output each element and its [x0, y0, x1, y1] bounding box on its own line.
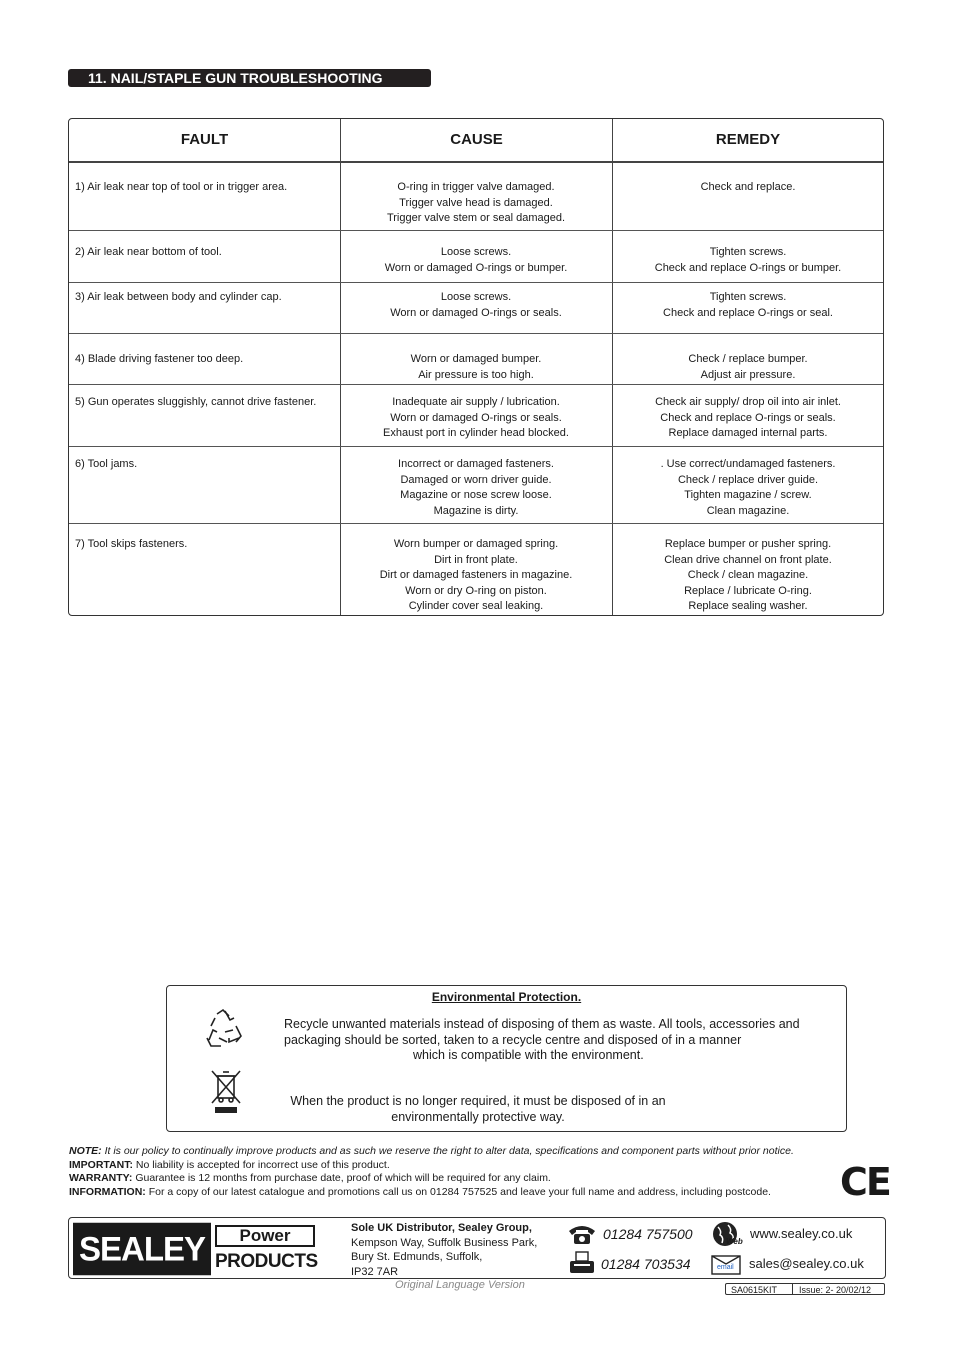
cause-line: Worn or damaged O-rings or bumper. [384, 261, 568, 274]
remedy-line: Check and replace O-rings or seal. [663, 306, 833, 319]
weee-bin-icon [209, 1068, 243, 1116]
cause-line: Inadequate air supply / lubrication. [392, 396, 560, 408]
remedy-cell [613, 395, 883, 442]
recycle-text: Recycle unwanted materials instead of disposing of them as waste. All tools, accessories and packaging should be sorted, taken to a recycle centre and disposed of in a manner which is compatible with the environment. [284, 1017, 800, 1062]
cause-line: Incorrect or damaged fasteners. [398, 458, 554, 470]
remedy-line: Check and replace. [700, 181, 796, 193]
header-fault: FAULT [180, 131, 229, 148]
cause-cell [341, 537, 611, 615]
issue-divider [792, 1284, 793, 1294]
fault-cell: 5) Gun operates sluggishly, cannot drive fastener. [75, 396, 317, 408]
cause-line: Worn or damaged O-rings or seals. [390, 411, 562, 424]
important-label: IMPORTANT: [69, 1158, 133, 1171]
power-logo: Power [215, 1225, 315, 1247]
header-remedy: REMEDY [715, 131, 781, 148]
recycle-icon [203, 1008, 243, 1050]
telephone-icon [567, 1223, 597, 1245]
environmental-protection-box [166, 985, 847, 1132]
email-icon-label: email [717, 1264, 734, 1271]
remedy-line: Tighten magazine / screw. [684, 489, 812, 501]
cause-line: Cylinder cover seal leaking. [408, 600, 544, 612]
remedy-cell [613, 537, 883, 615]
issue-date: Issue: 2- 20/02/12 [799, 1285, 872, 1295]
note-text: It is our policy to continually improve products and as such we reserve the right to alter data, specifications and component parts without prior notice. [104, 1145, 794, 1157]
footer-box [68, 1217, 886, 1279]
cause-line: Exhaust port in cylinder head blocked. [383, 427, 569, 439]
fault-cell: 1) Air leak near top of tool or in trigger area. [75, 181, 288, 193]
remedy-line: Tighten screws. [709, 291, 787, 303]
section-title: 11. NAIL/STAPLE GUN TROUBLESHOOTING [68, 69, 431, 87]
ce-mark: CE [840, 1160, 890, 1204]
cause-cell [341, 395, 611, 442]
information-label: INFORMATION: [69, 1185, 146, 1198]
sealey-logo: SEALEY [73, 1223, 211, 1276]
important-text: No liability is accepted for incorrect use of this product. [135, 1158, 390, 1171]
table-row [69, 231, 883, 283]
table-row [69, 385, 883, 447]
remedy-cell [613, 457, 883, 519]
cause-line: Worn or dry O-ring on piston. [405, 584, 547, 597]
web-icon-label: Web [726, 1237, 743, 1246]
cause-line: Worn or damaged O-rings or seals. [390, 306, 562, 319]
distributor-address: Sole UK Distributor, Sealey Group, Kempson Way, Suffolk Business Park, Bury St. Edmunds, Suffolk, IP32 7AR [351, 1222, 538, 1278]
cause-line: Dirt in front plate. [434, 553, 518, 566]
cause-line: Loose screws. [440, 246, 512, 258]
troubleshooting-table [68, 118, 884, 616]
cause-cell [341, 290, 611, 321]
cause-line: Loose screws. [440, 291, 512, 303]
remedy-line: Check air supply/ drop oil into air inlet. [655, 396, 841, 408]
cause-line: Trigger valve head is damaged. [399, 196, 553, 209]
cause-line: Worn or damaged bumper. [410, 353, 542, 365]
products-logo: PRODUCTS [215, 1251, 318, 1272]
fault-cell: 3) Air leak between body and cylinder cap. [75, 291, 282, 303]
cause-line: Trigger valve stem or seal damaged. [386, 212, 566, 224]
legal-notes [69, 1145, 794, 1199]
table-row [69, 447, 883, 524]
cause-line: Magazine is dirty. [433, 504, 519, 517]
remedy-line: Check and replace O-rings or seals. [660, 411, 836, 424]
remedy-line: Clean drive channel on front plate. [664, 553, 832, 566]
remedy-line: Check / replace bumper. [688, 353, 808, 365]
table-row [69, 283, 883, 334]
remedy-line: Check and replace O-rings or bumper. [654, 261, 842, 274]
note-label: NOTE: [69, 1145, 102, 1157]
model-number: SA0615KIT [731, 1285, 778, 1295]
remedy-line: Tighten screws. [709, 246, 787, 258]
information-text: For a copy of our latest catalogue and promotions call us on 01284 757525 and leave your full name and address, including postcode. [148, 1185, 771, 1198]
fax-icon [568, 1251, 596, 1275]
disposal-text: When the product is no longer required, it must be disposed of in an environmentally protective way. [290, 1094, 666, 1124]
website-link[interactable]: www.sealey.co.uk [750, 1226, 853, 1241]
cause-line: Worn bumper or damaged spring. [393, 538, 559, 550]
cause-line: Dirt or damaged fasteners in magazine. [379, 569, 573, 581]
remedy-line: Replace damaged internal parts. [668, 427, 828, 439]
fault-cell: 6) Tool jams. [75, 458, 138, 470]
remedy-line: Replace / lubricate O-ring. [684, 584, 812, 597]
table-header [69, 119, 883, 163]
cause-cell [341, 180, 611, 227]
fault-cell: 4) Blade driving fastener too deep. [75, 353, 244, 365]
header-cause: CAUSE [450, 131, 503, 148]
remedy-line: Replace bumper or pusher spring. [664, 538, 832, 550]
table-row [69, 163, 883, 231]
warranty-text: Guarantee is 12 months from purchase date, proof of which will be required for any claim. [135, 1172, 551, 1184]
remedy-cell [613, 290, 883, 321]
table-row [69, 334, 883, 385]
table-row [69, 524, 883, 616]
fault-cell: 2) Air leak near bottom of tool. [75, 246, 222, 258]
remedy-line: Replace sealing washer. [688, 600, 808, 612]
cause-cell [341, 245, 611, 276]
remedy-line: . Use correct/undamaged fasteners. [660, 458, 836, 470]
phone-number: 01284 757500 [603, 1226, 693, 1242]
remedy-line: Check / clean magazine. [687, 569, 809, 581]
warranty-label: WARRANTY: [69, 1172, 133, 1184]
remedy-line: Clean magazine. [706, 504, 790, 517]
remedy-cell [613, 180, 883, 196]
cause-line: O-ring in trigger valve damaged. [397, 181, 555, 193]
cause-line: Damaged or worn driver guide. [400, 473, 552, 486]
fault-cell: 7) Tool skips fasteners. [75, 538, 188, 550]
remedy-cell [613, 352, 883, 383]
fax-number: 01284 703534 [601, 1256, 691, 1272]
environment-title: Environmental Protection. [431, 990, 582, 1004]
remedy-line: Adjust air pressure. [700, 368, 796, 381]
remedy-cell [613, 245, 883, 276]
issue-box [725, 1283, 885, 1295]
cause-cell [341, 457, 611, 519]
cause-cell [341, 352, 611, 383]
cause-line: Magazine or nose screw loose. [400, 489, 552, 501]
original-language-note: Original Language Version [395, 1279, 525, 1291]
remedy-line: Check / replace driver guide. [677, 473, 818, 486]
email-link[interactable]: sales@sealey.co.uk [749, 1256, 864, 1271]
cause-line: Air pressure is too high. [418, 368, 534, 381]
